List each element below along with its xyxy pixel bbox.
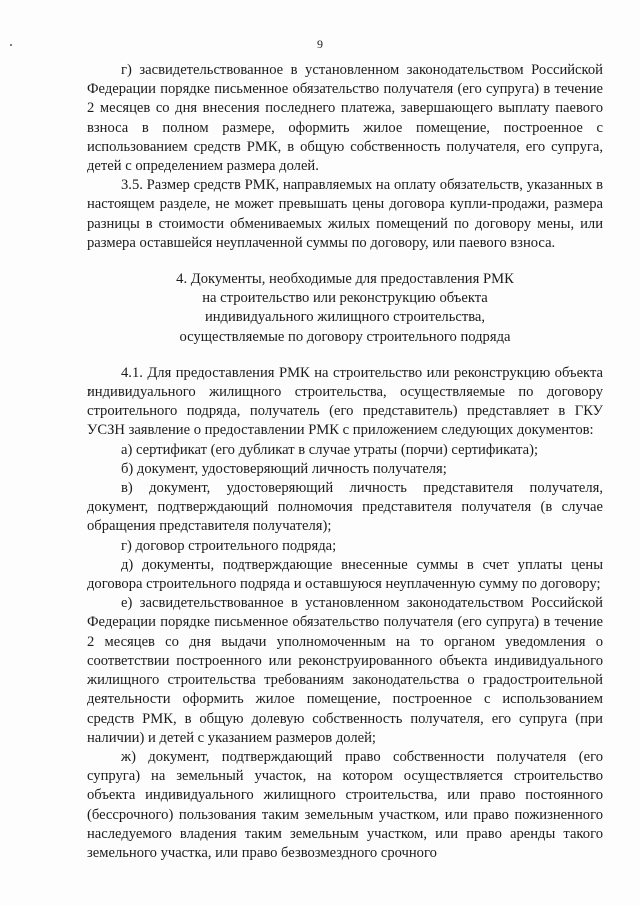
- list-item-v: в) документ, удостоверяющий личность представителя получателя, документ, подтверждающий полномочия представителя получателя (в случае обращения представителя получателя);: [87, 480, 603, 535]
- paragraph-4-1: 4.1. Для предоставления РМК на строительство или реконструкцию объекта индивидуального жилищного строительства, осуществляемые по договору строительного подряда, получатель (его представитель) представляет в ГКУ УСЗН заявление о предоставлении РМК с приложением следующих документов:: [87, 364, 603, 439]
- scan-speck: [10, 44, 12, 46]
- heading-line: 4. Документы, необходимые для предоставления РМК: [176, 271, 514, 288]
- section-4-heading: [87, 270, 603, 347]
- list-item-e: е) засвидетельствованное в установленном законодательством Российской Федерации порядке письменное обязательство получателя (его супруга) в течение 2 месяцев со дня выдачи уполномоченным на то органом уведомления о соответствии построенного или реконструированного объекта индивидуального жилищного строительства требованиям законодательства о градостроительной деятельности оформить жилое помещение, построенное с использованием средств РМК, в общую долевую собственность получателя, его супруга (при наличии) и детей с указанием размеров долей;: [87, 595, 603, 746]
- paragraph-3-5: 3.5. Размер средств РМК, направляемых на оплату обязательств, указанных в настоящем разделе, не может превышать цены договора купли-продажи, размера разницы в стоимости обмениваемых жилых помещений по договору мены, или размера оставшейся неуплаченной суммы по договору, или паевого взноса.: [87, 177, 603, 251]
- page-number: 9: [317, 37, 323, 51]
- heading-line: осуществляемые по договору строительного подряда: [179, 328, 511, 345]
- list-item-a: а) сертификат (его дубликат в случае утраты (порчи) сертификата);: [121, 441, 539, 458]
- document-body: [87, 61, 603, 863]
- heading-line: на строительство или реконструкцию объекта: [202, 290, 488, 307]
- list-item-d: д) документы, подтверждающие внесенные суммы в счет уплаты цены договора строительного подряда и оставшуюся неуплаченную сумму по договору;: [87, 556, 603, 593]
- heading-line: индивидуального жилищного строительства,: [204, 309, 486, 326]
- paragraph-3-4-g: г) засвидетельствованное в установленном законодательством Российской Федерации порядке письменное обязательство получателя (его супруга) в течение 2 месяцев со дня внесения последнего платежа, завершающего выплату паевого взноса в полном размере, оформить жилое помещение, построенное с использованием средств РМК, в общую собственность получателя, его супруга, детей с определением размера долей.: [87, 62, 603, 175]
- list-item-zh: ж) документ, подтверждающий право собственности получателя (его супруга) на земельный участок, на котором осуществляется строительство объекта индивидуального жилищного строительства, или право постоянного (бессрочного) пользования таким земельным участком, или право пожизненного наследуемого владения таким земельным участком, или право аренды такого земельного участка, или право безвозмездного срочного: [87, 748, 603, 861]
- list-item-g: г) договор строительного подряда;: [121, 537, 337, 554]
- list-item-b: б) документ, удостоверяющий личность получателя;: [121, 460, 447, 477]
